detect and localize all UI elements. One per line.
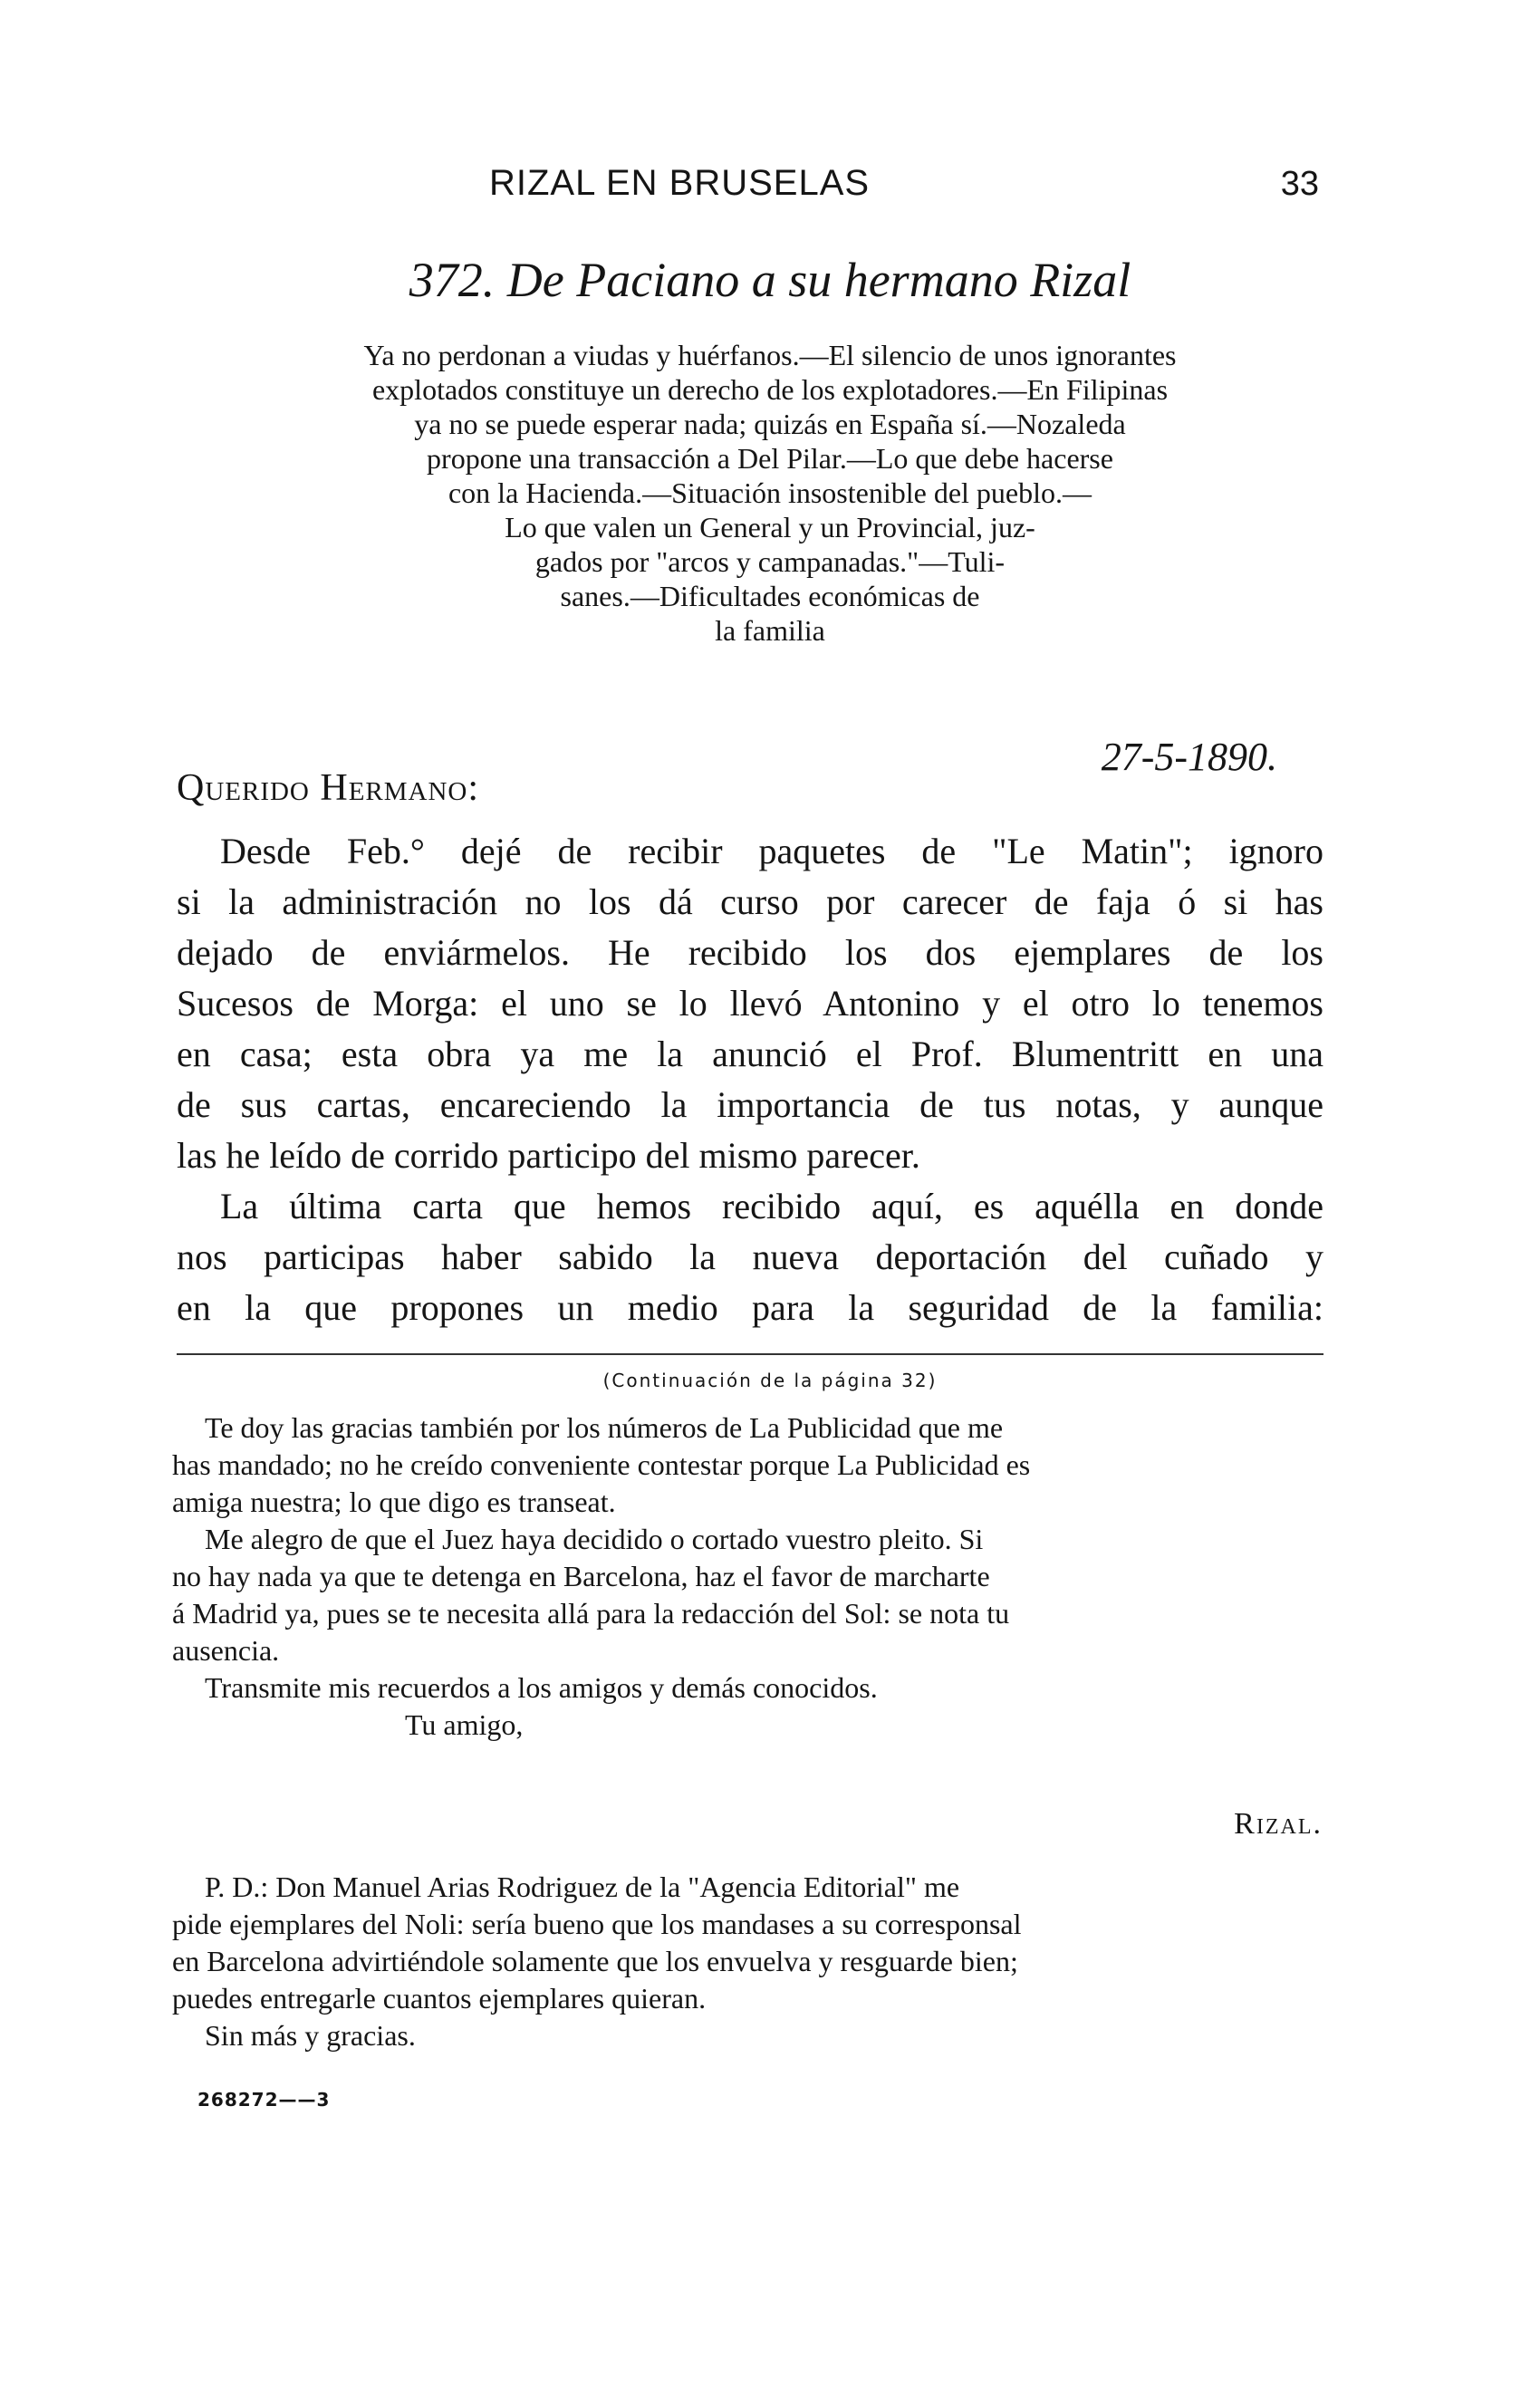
signature: Rizal. bbox=[1234, 1807, 1323, 1841]
printer-mark: 268272——3 bbox=[197, 2089, 331, 2111]
body-line: en la que propones un medio para la seguridad de la familia: bbox=[177, 1287, 1323, 1328]
summary-line: la familia bbox=[715, 614, 825, 647]
footnote-line: has mandado; no he creído conveniente contestar porque La Publicidad es bbox=[172, 1448, 1031, 1481]
postscript-line: Sin más y gracias. bbox=[205, 2019, 416, 2052]
footnote-line: Transmite mis recuerdos a los amigos y demás conocidos. bbox=[205, 1671, 878, 1704]
letter-title: 372. De Paciano a su hermano Rizal bbox=[409, 253, 1131, 307]
summary-line: explotados constituye un derecho de los explotadores.—En Filipinas bbox=[371, 373, 1169, 406]
continuation-note: (Continuación de la página 32) bbox=[602, 1370, 938, 1391]
footnote-line: ausencia. bbox=[172, 1634, 280, 1667]
letter-body bbox=[177, 826, 1323, 1333]
body-line: en casa; esta obra ya me la anunció el Prof. Blumentritt en una bbox=[177, 1034, 1323, 1074]
footnote-line: amiga nuestra; lo que digo es transeat. bbox=[172, 1486, 616, 1518]
footnote-line: á Madrid ya, pues se te necesita allá para la redacción del Sol: se nota tu bbox=[172, 1597, 1010, 1630]
letter-date: 27-5-1890. bbox=[1101, 735, 1277, 779]
summary-line: Lo que valen un General y un Provincial, juz- bbox=[505, 511, 1035, 543]
summary-line: sanes.—Dificultades económicas de bbox=[560, 580, 980, 612]
summary-line: propone una transacción a Del Pilar.—Lo que debe hacerse bbox=[427, 442, 1113, 475]
body-line: Sucesos de Morga: el uno se lo llevó Antonino y el otro lo tenemos bbox=[177, 983, 1323, 1024]
summary-line: ya no se puede esperar nada; quizás en España sí.—Nozaleda bbox=[414, 408, 1126, 440]
postscript-line: en Barcelona advirtiéndole solamente que los envuelva y resguarde bien; bbox=[172, 1945, 1018, 1977]
postscript-line: pide ejemplares del Noli: sería bueno que los mandases a su corresponsal bbox=[172, 1908, 1022, 1940]
body-line: si la administración no los dá curso por carecer de faja ó si has bbox=[177, 881, 1323, 922]
footnote-text bbox=[172, 1409, 1324, 1744]
footnote-line: Me alegro de que el Juez haya decidido o cortado vuestro pleito. Si bbox=[205, 1523, 984, 1555]
body-line: las he leído de corrido participo del mismo parecer. bbox=[177, 1135, 920, 1176]
summary-line: con la Hacienda.—Situación insostenible del pueblo.— bbox=[448, 476, 1092, 509]
page-number: 33 bbox=[1280, 165, 1319, 203]
summary-line: Ya no perdonan a viudas y huérfanos.—El silencio de unos ignorantes bbox=[363, 339, 1177, 371]
footnote-divider bbox=[177, 1353, 1323, 1355]
closing-line: Tu amigo, bbox=[405, 1708, 524, 1741]
salutation: Querido Hermano: bbox=[177, 767, 480, 809]
postscript-line: P. D.: Don Manuel Arias Rodriguez de la "Agencia Editorial" me bbox=[205, 1870, 960, 1903]
postscript bbox=[172, 1869, 1324, 2054]
footnote-line: no hay nada ya que te detenga en Barcelona, haz el favor de marcharte bbox=[172, 1560, 990, 1592]
body-line: dejado de enviármelos. He recibido los dos ejemplares de los bbox=[177, 932, 1323, 973]
running-header: RIZAL EN BRUSELAS bbox=[489, 163, 871, 203]
body-line: Desde Feb.° dejé de recibir paquetes de "Le Matin"; ignoro bbox=[220, 831, 1323, 871]
summary-line: gados por "arcos y campanadas."—Tuli- bbox=[534, 545, 1006, 578]
footnote-line: Te doy las gracias también por los números de La Publicidad que me bbox=[205, 1411, 1004, 1444]
body-line: La última carta que hemos recibido aquí, es aquélla en donde bbox=[220, 1186, 1323, 1226]
body-line: de sus cartas, encareciendo la importancia de tus notas, y aunque bbox=[177, 1084, 1323, 1125]
body-line: nos participas haber sabido la nueva deportación del cuñado y bbox=[177, 1236, 1323, 1277]
postscript-line: puedes entregarle cuantos ejemplares quieran. bbox=[172, 1982, 707, 2015]
letter-summary bbox=[0, 338, 1540, 648]
